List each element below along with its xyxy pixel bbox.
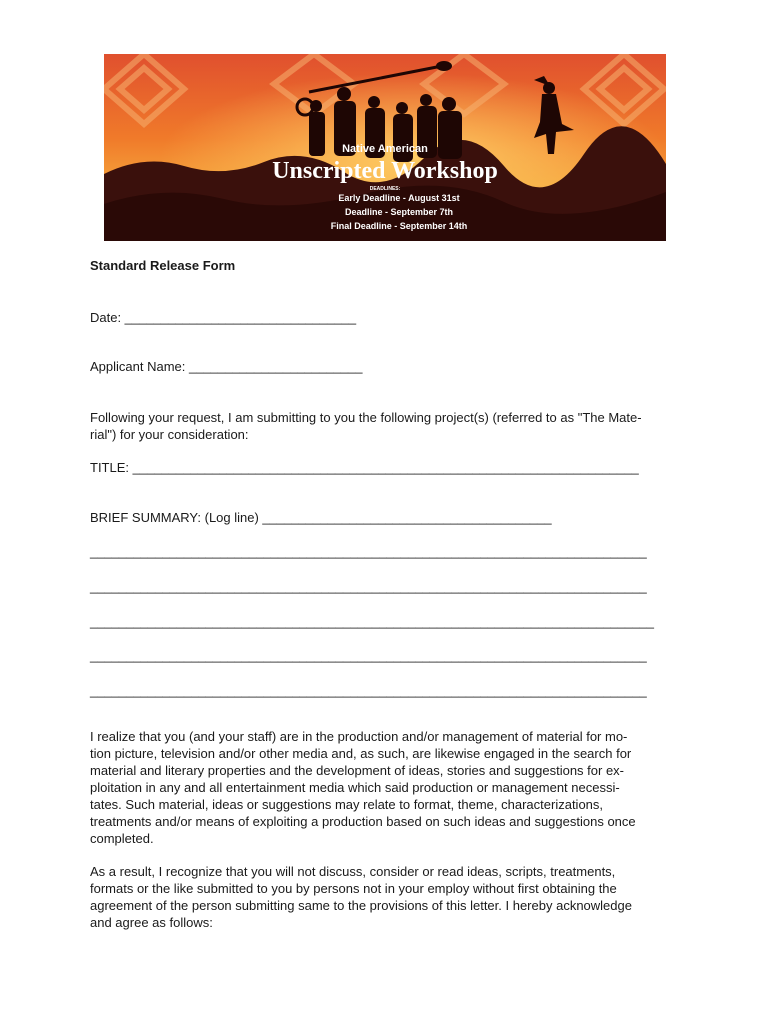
form-title: Standard Release Form: [90, 258, 236, 273]
summary-blank-line[interactable]: _____________________________________________________________________________: [90, 683, 647, 698]
paragraph-line: completed.: [90, 831, 154, 846]
banner-deadline-early: Early Deadline - August 31st: [338, 193, 460, 203]
request-paragraph: [90, 409, 676, 443]
paragraph-line: tates. Such material, ideas or suggestions may relate to format, theme, characterizations,: [90, 797, 604, 812]
production-paragraph: [90, 728, 676, 847]
paragraph-line: ploitation in any and all entertainment media which said production or management necessi-: [90, 780, 620, 795]
banner-subtitle: Native American: [342, 143, 428, 155]
paragraph-line: I realize that you (and your staff) are in the production and/or management of material for mo-: [90, 729, 628, 744]
summary-blank-line[interactable]: _____________________________________________________________________________: [90, 579, 647, 594]
banner-deadline-regular: Deadline - September 7th: [344, 207, 454, 217]
acknowledgement-paragraph: [90, 863, 676, 931]
applicant-name-field[interactable]: Applicant Name: ________________________: [90, 359, 363, 374]
title-field[interactable]: TITLE: ______________________________________________________________________: [90, 460, 639, 475]
paragraph-line: agreement of the person submitting same to the provisions of this letter. I hereby acknowledge: [90, 898, 632, 913]
paragraph-line: Following your request, I am submitting to you the following project(s) (referred to as "The Mate-: [90, 410, 642, 425]
banner-deadlines-heading: DEADLINES:: [369, 186, 401, 192]
paragraph-line: rial") for your consideration:: [90, 427, 249, 442]
summary-blank-line[interactable]: _____________________________________________________________________________: [90, 544, 647, 559]
banner-title: Unscripted Workshop: [272, 158, 498, 184]
summary-blank-line[interactable]: ______________________________________________________________________________: [90, 614, 654, 629]
paragraph-line: tion picture, television and/or other media and, as such, are likewise engaged in the search for: [90, 746, 632, 761]
banner-illustration: [104, 54, 666, 241]
paragraph-line: As a result, I recognize that you will not discuss, consider or read ideas, scripts, treatments,: [90, 864, 616, 879]
brief-summary-field[interactable]: BRIEF SUMMARY: (Log line) ________________________________________: [90, 510, 552, 525]
workshop-banner: [104, 54, 666, 241]
paragraph-line: formats or the like submitted to you by persons not in your employ without first obtaining the: [90, 881, 617, 896]
summary-blank-line[interactable]: _____________________________________________________________________________: [90, 648, 647, 663]
paragraph-line: material and literary properties and the development of ideas, stories and suggestions for ex-: [90, 763, 625, 778]
date-field[interactable]: Date: ________________________________: [90, 310, 357, 325]
paragraph-line: treatments and/or means of exploiting a production based on such ideas and suggestions once: [90, 814, 636, 829]
paragraph-line: and agree as follows:: [90, 915, 213, 930]
banner-deadline-final: Final Deadline - September 14th: [330, 221, 468, 231]
